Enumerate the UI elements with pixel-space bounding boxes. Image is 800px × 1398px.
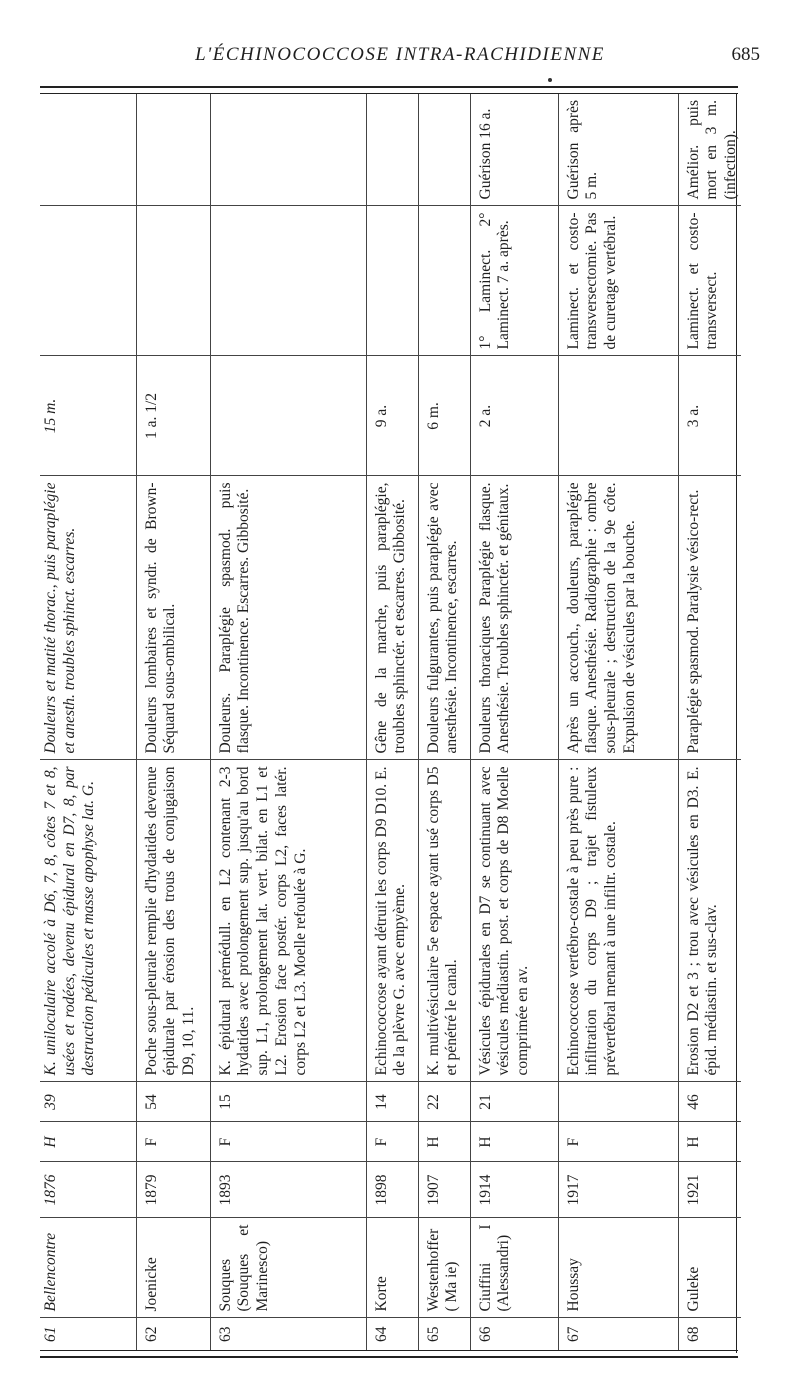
case-sex: F [558, 1122, 678, 1162]
case-duration: 9 a. [366, 356, 418, 476]
running-head-title: L'ÉCHINOCOCCOSE INTRA-RACHIDIENNE [195, 44, 605, 65]
case-author: Houssay [558, 1218, 678, 1318]
case-author: Ciuffini I (Alessandri) [470, 1218, 558, 1318]
case-clinical: Paraplégie spasmod. Paralysie vésico-rect. [678, 476, 741, 760]
case-duration: 3 a. [678, 356, 741, 476]
table-row [558, 94, 678, 1350]
case-number: 67 [564, 1326, 582, 1342]
case-result: Guérison 16 a. [470, 94, 558, 206]
case-anatomy: Echinococcose vertébro-costale à peu près pure : infiltration du corps D9 ; trajet fistuleux prévertébral menant à une infiltr. costale. [558, 760, 678, 1082]
case-author: Westenhoffer ( Ma ie) [418, 1218, 470, 1318]
case-result [40, 94, 136, 206]
case-age: 21 [470, 1082, 558, 1122]
rotated-case-table [40, 94, 740, 1350]
case-anatomy: Vésicules épidurales en D7 se continuant avec vésicules médiastin. post. et corps de D8 Moelle comprimée en av. [470, 760, 558, 1082]
table-row [678, 94, 741, 1350]
case-author: Korte [366, 1218, 418, 1318]
case-clinical: Douleurs thoraciques Paraplégie flasque. Anesthésie. Troubles sphinctér. et génitaux. [470, 476, 558, 760]
case-year: 1898 [366, 1162, 418, 1218]
case-sex: H [678, 1122, 741, 1162]
case-duration [210, 356, 366, 476]
case-author: Souques (Souques et Marinesco) [210, 1218, 366, 1318]
case-clinical: Douleurs lombaires et syndr. de Brown-Séquard sous-ombilical. [136, 476, 210, 760]
case-sex: H [470, 1122, 558, 1162]
table-row [470, 94, 558, 1350]
case-sex: H [418, 1122, 470, 1162]
case-result: Guérison après 5 m. [558, 94, 678, 206]
case-author: Joenicke [136, 1218, 210, 1318]
case-year: 1921 [678, 1162, 741, 1218]
case-duration: 2 a. [470, 356, 558, 476]
case-year: 1914 [470, 1162, 558, 1218]
case-result: Amélior. puis mort en 3 m. (infection). [678, 94, 741, 206]
case-treatment: Laminect. et costo-transversectomie. Pas de curetage vertébral. [558, 206, 678, 356]
case-age: 39 [40, 1082, 136, 1122]
case-sex: F [136, 1122, 210, 1162]
page-number: 685 [731, 44, 760, 65]
case-number: 63 [216, 1326, 234, 1342]
case-treatment [136, 206, 210, 356]
case-age: 14 [366, 1082, 418, 1122]
case-sex: F [366, 1122, 418, 1162]
table-row [418, 94, 470, 1350]
case-treatment [40, 206, 136, 356]
case-age: 22 [418, 1082, 470, 1122]
case-result [210, 94, 366, 206]
case-duration: 15 m. [40, 356, 136, 476]
bottom-rule-inner [40, 1350, 738, 1351]
top-rule [40, 86, 738, 88]
case-anatomy: K. multivésiculaire 5e espace ayant usé corps D5 et pénétré le canal. [418, 760, 470, 1082]
table-row [366, 94, 418, 1350]
case-year: 1917 [558, 1162, 678, 1218]
case-number: 64 [372, 1326, 390, 1342]
case-anatomy: Poche sous-pleurale remplie d'hydatides devenue épidurale par érosion des trous de conjugaison D9, 10, 11. [136, 760, 210, 1082]
bottom-rule [40, 1356, 738, 1358]
table-row [136, 94, 210, 1350]
case-author: Guleke [678, 1218, 741, 1318]
table-row [40, 94, 136, 1350]
case-author: Bellencontre [40, 1218, 136, 1318]
case-duration: 6 m. [418, 356, 470, 476]
case-table-body [40, 94, 741, 1350]
case-clinical: Après un accouch., douleurs, paraplégie flasque. Anesthésie. Radiographie : ombre sous-pleurale ; destruction de la 9e côte. Expulsion de vésicules par la bouche. [558, 476, 678, 760]
case-year: 1876 [40, 1162, 136, 1218]
case-anatomy: K. épidural prémédull. en L2 contenant 2-3 hydatides avec prolongement sup. jusqu'au bord sup. L1, prolongement lat. vert. bilat. en L1 et L2. Erosion face postér. corps L2, faces latér. corps L2 et L3. Moelle refoulée à G. [210, 760, 366, 1082]
case-number: 66 [476, 1326, 494, 1342]
case-anatomy: K. uniloculaire accolé à D6, 7, 8, côtes 7 et 8, usées et rodées, devenu épidural en D7, 8, par destruction pédicules et masse apophyse lat. G. [40, 760, 136, 1082]
case-duration: 1 a. 1/2 [136, 356, 210, 476]
case-result [136, 94, 210, 206]
case-treatment [418, 206, 470, 356]
case-clinical: Douleurs et matité thorac., puis paraplégie et anesth. troubles sphinct. escarres. [40, 476, 136, 760]
running-head [0, 44, 800, 74]
case-result [366, 94, 418, 206]
case-age [558, 1082, 678, 1122]
case-year: 1907 [418, 1162, 470, 1218]
case-sex: F [210, 1122, 366, 1162]
case-clinical: Douleurs fulgurantes, puis paraplégie avec anesthésie. Incontinence, escarres. [418, 476, 470, 760]
table-row [210, 94, 366, 1350]
case-number: 62 [142, 1326, 160, 1342]
case-anatomy: Echinococcose ayant détruit les corps D9 D10. E. de la plèvre G. avec empyème. [366, 760, 418, 1082]
print-mark [548, 78, 552, 82]
case-number: 61 [42, 1326, 59, 1342]
case-year: 1893 [210, 1162, 366, 1218]
case-treatment: 1° Laminect. 2° Laminect. 7 a. après. [470, 206, 558, 356]
case-clinical: Douleurs. Paraplégie spasmod. puis flasque. Incontinence. Escarres. Gibbosité. [210, 476, 366, 760]
case-number: 68 [684, 1326, 702, 1342]
case-clinical: Gêne de la marche, puis paraplégie, troubles sphinctér. et escarres. Gibbosité. [366, 476, 418, 760]
case-result [418, 94, 470, 206]
case-treatment: Laminect. et costo-transversect. [678, 206, 741, 356]
case-treatment [366, 206, 418, 356]
case-anatomy: Erosion D2 et 3 ; trou avec vésicules en D3. E. épid. médiastin. et sus-clav. [678, 760, 741, 1082]
case-age: 54 [136, 1082, 210, 1122]
case-duration [558, 356, 678, 476]
case-table [40, 94, 741, 1350]
case-number: 65 [424, 1326, 442, 1342]
case-age: 15 [210, 1082, 366, 1122]
case-year: 1879 [136, 1162, 210, 1218]
case-age: 46 [678, 1082, 741, 1122]
case-treatment [210, 206, 366, 356]
case-sex: H [40, 1122, 136, 1162]
